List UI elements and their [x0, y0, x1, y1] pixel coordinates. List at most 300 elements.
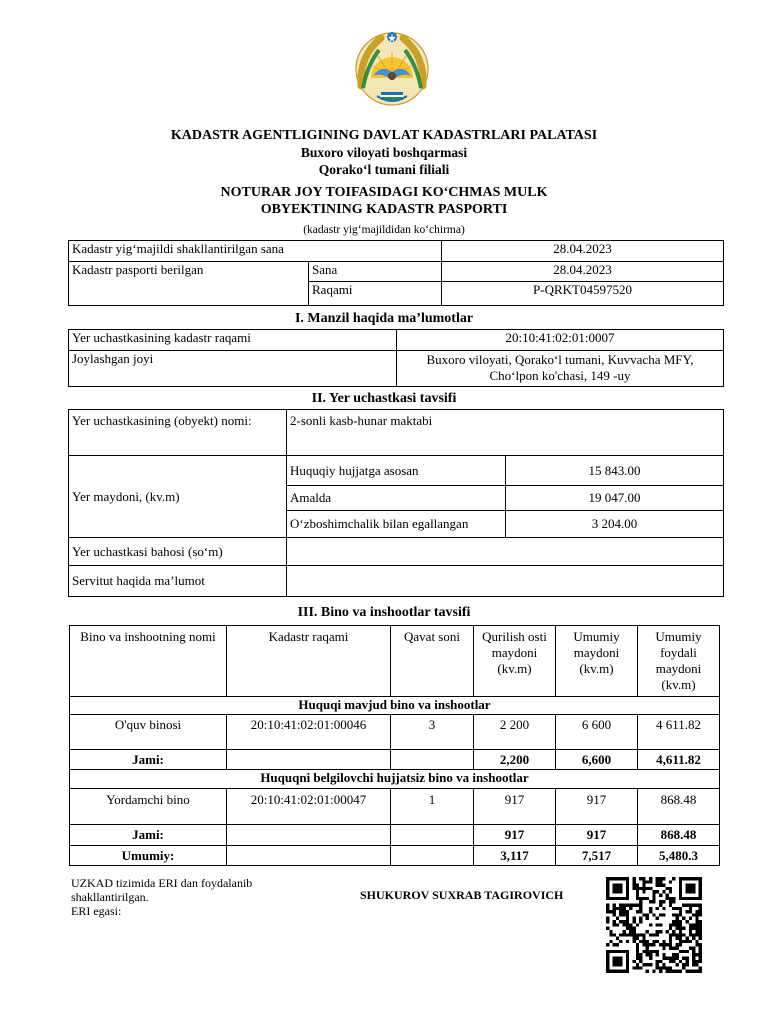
- qr-module: [669, 903, 672, 906]
- qr-module: [666, 956, 669, 959]
- qr-module: [642, 950, 645, 953]
- qr-module: [606, 884, 609, 887]
- qr-module: [659, 900, 662, 903]
- qr-module: [689, 903, 692, 906]
- qr-module: [629, 930, 632, 933]
- qr-module: [626, 956, 629, 959]
- building-footprint: 2 200: [474, 715, 556, 750]
- qr-module: [606, 917, 609, 920]
- issue-date-label: Sana: [309, 262, 442, 282]
- qr-module: [606, 956, 609, 959]
- qr-module: [669, 880, 672, 883]
- qr-module: [656, 966, 659, 969]
- subtotal-empty-floors: [391, 750, 474, 770]
- qr-module: [699, 933, 702, 936]
- qr-module: [609, 940, 612, 943]
- qr-module: [639, 907, 642, 910]
- qr-module: [623, 877, 626, 880]
- qr-module: [699, 913, 702, 916]
- qr-module: [669, 947, 672, 950]
- qr-module: [626, 920, 629, 923]
- qr-module: [689, 930, 692, 933]
- qr-module: [656, 877, 659, 880]
- qr-module: [685, 887, 688, 890]
- qr-module: [685, 903, 688, 906]
- qr-module: [642, 887, 645, 890]
- qr-module: [659, 923, 662, 926]
- qr-module: [679, 950, 682, 953]
- subtotal-footprint: 2,200: [474, 750, 556, 770]
- qr-module: [613, 950, 616, 953]
- qr-module: [623, 923, 626, 926]
- qr-module: [666, 930, 669, 933]
- qr-module: [679, 927, 682, 930]
- qr-module: [656, 884, 659, 887]
- qr-module: [623, 913, 626, 916]
- qr-module: [616, 917, 619, 920]
- qr-module: [692, 960, 695, 963]
- qr-module: [646, 913, 649, 916]
- qr-module: [666, 970, 669, 973]
- qr-module: [639, 966, 642, 969]
- qr-module: [606, 877, 609, 880]
- document-title-line1: NOTURAR JOY TOIFASIDAGI KO‘CHMAS MULK: [220, 185, 548, 200]
- qr-module: [646, 943, 649, 946]
- qr-module: [699, 880, 702, 883]
- qr-module: [679, 910, 682, 913]
- qr-module: [689, 927, 692, 930]
- qr-module: [682, 966, 685, 969]
- qr-module: [692, 953, 695, 956]
- qr-module: [606, 960, 609, 963]
- issue-date-value: 28.04.2023: [442, 262, 724, 282]
- qr-module: [636, 956, 639, 959]
- qr-module: [649, 933, 652, 936]
- qr-module: [639, 920, 642, 923]
- qr-module: [649, 953, 652, 956]
- registry-table: [68, 240, 724, 306]
- qr-module: [613, 923, 616, 926]
- qr-module: [632, 887, 635, 890]
- qr-module: [685, 960, 688, 963]
- chamber-title: KADASTR AGENTLIGINING DAVLAT KADASTRLARI PALATASI: [170, 128, 598, 143]
- qr-module: [636, 933, 639, 936]
- qr-module: [685, 920, 688, 923]
- qr-module: [656, 880, 659, 883]
- qr-module: [632, 960, 635, 963]
- grand-total-label: Umumiy:: [70, 846, 227, 866]
- qr-module: [662, 907, 665, 910]
- qr-module: [636, 897, 639, 900]
- qr-module: [669, 887, 672, 890]
- land-table: [68, 409, 724, 597]
- qr-module: [646, 917, 649, 920]
- col-floors: Qavat soni: [391, 626, 474, 697]
- document-subtitle: (kadastr yig‘majildidan ko‘chirma): [303, 224, 465, 236]
- section-address-title: I. Manzil haqida ma’lumotlar: [294, 311, 474, 326]
- qr-module: [606, 890, 609, 893]
- qr-module: [692, 950, 695, 953]
- document-title-line2: OBYEKTINING KADASTR PASPORTI: [260, 202, 508, 217]
- qr-module: [626, 966, 629, 969]
- col-total-line3: (kv.m): [579, 661, 614, 676]
- qr-module: [659, 894, 662, 897]
- qr-module: [639, 940, 642, 943]
- qr-module: [639, 917, 642, 920]
- qr-module: [695, 963, 698, 966]
- qr-module: [656, 890, 659, 893]
- qr-module: [636, 923, 639, 926]
- qr-module: [676, 937, 679, 940]
- formed-date-value: 28.04.2023: [442, 241, 724, 262]
- qr-module: [695, 923, 698, 926]
- subtotal-empty-cad: [227, 750, 391, 770]
- subtotal-label: Jami:: [70, 825, 227, 846]
- qr-module: [682, 917, 685, 920]
- qr-module: [619, 950, 622, 953]
- qr-module: [662, 884, 665, 887]
- qr-module: [613, 910, 616, 913]
- qr-module: [646, 963, 649, 966]
- qr-module: [672, 920, 675, 923]
- signer-name: SHUKUROV SUXRAB TAGIROVICH: [360, 888, 564, 902]
- qr-module: [639, 960, 642, 963]
- qr-module: [676, 943, 679, 946]
- qr-module: [685, 963, 688, 966]
- building-total-area: 917: [556, 789, 638, 825]
- buildings-table: [69, 625, 720, 866]
- qr-module: [692, 877, 695, 880]
- qr-code-icon[interactable]: [606, 875, 702, 975]
- qr-module: [639, 897, 642, 900]
- qr-module: [666, 887, 669, 890]
- col-useful-line2: foydali: [660, 645, 697, 660]
- building-footprint: 917: [474, 789, 556, 825]
- location-value: [397, 351, 724, 387]
- qr-module: [682, 963, 685, 966]
- qr-module: [619, 887, 622, 890]
- qr-module: [662, 900, 665, 903]
- regional-office: Buxoro viloyati boshqarmasi: [300, 145, 468, 160]
- grand-total-footprint: 3,117: [474, 846, 556, 866]
- qr-module: [613, 884, 616, 887]
- qr-module: [642, 913, 645, 916]
- qr-module: [613, 890, 616, 893]
- qr-module: [606, 894, 609, 897]
- qr-module: [632, 930, 635, 933]
- grand-total-total-area: 7,517: [556, 846, 638, 866]
- qr-module: [666, 894, 669, 897]
- qr-module: [699, 966, 702, 969]
- qr-module: [626, 903, 629, 906]
- qr-module: [699, 877, 702, 880]
- qr-module: [619, 920, 622, 923]
- issued-label: Kadastr pasporti berilgan: [69, 262, 309, 306]
- qr-module: [676, 927, 679, 930]
- col-total-area: [556, 626, 638, 697]
- qr-module: [672, 900, 675, 903]
- district-branch: Qorako‘l tumani filiali: [318, 162, 450, 177]
- qr-module: [652, 897, 655, 900]
- qr-module: [659, 913, 662, 916]
- qr-module: [642, 897, 645, 900]
- qr-module: [636, 953, 639, 956]
- qr-module: [672, 933, 675, 936]
- qr-module: [619, 884, 622, 887]
- qr-module: [695, 927, 698, 930]
- qr-module: [695, 933, 698, 936]
- qr-module: [699, 930, 702, 933]
- qr-module: [613, 933, 616, 936]
- qr-module: [626, 950, 629, 953]
- qr-module: [606, 950, 609, 953]
- qr-module: [636, 894, 639, 897]
- qr-module: [669, 943, 672, 946]
- qr-module: [632, 937, 635, 940]
- qr-module: [682, 933, 685, 936]
- qr-module: [669, 927, 672, 930]
- land-valuation-label: Yer uchastkasi bahosi (so‘m): [69, 538, 287, 566]
- qr-module: [669, 900, 672, 903]
- qr-module: [679, 877, 682, 880]
- qr-module: [669, 897, 672, 900]
- legal-area-label: Huquqiy hujjatga asosan: [287, 456, 506, 486]
- qr-module: [676, 963, 679, 966]
- qr-module: [649, 943, 652, 946]
- qr-module: [679, 943, 682, 946]
- qr-module: [626, 953, 629, 956]
- qr-module: [672, 930, 675, 933]
- qr-module: [695, 960, 698, 963]
- qr-module: [632, 920, 635, 923]
- qr-module: [619, 960, 622, 963]
- col-footprint-line2: maydoni: [491, 645, 538, 660]
- col-useful-area: [638, 626, 720, 697]
- qr-module: [636, 910, 639, 913]
- qr-module: [613, 963, 616, 966]
- qr-module: [646, 930, 649, 933]
- qr-module: [679, 880, 682, 883]
- qr-module: [636, 966, 639, 969]
- qr-module: [616, 956, 619, 959]
- qr-module: [656, 930, 659, 933]
- address-table: [68, 329, 724, 387]
- qr-module: [692, 956, 695, 959]
- qr-module: [685, 956, 688, 959]
- qr-module: [659, 877, 662, 880]
- qr-module: [699, 923, 702, 926]
- location-line2: Cho‘lpon ko'chasi, 149 -uy: [489, 368, 631, 383]
- qr-module: [695, 903, 698, 906]
- qr-module: [632, 884, 635, 887]
- qr-module: [689, 940, 692, 943]
- qr-module: [689, 947, 692, 950]
- qr-module: [616, 963, 619, 966]
- qr-module: [685, 910, 688, 913]
- qr-module: [689, 933, 692, 936]
- formed-date-label: Kadastr yig‘majildi shakllantirilgan sana: [69, 241, 442, 262]
- qr-module: [623, 903, 626, 906]
- qr-module: [626, 880, 629, 883]
- qr-module: [672, 956, 675, 959]
- qr-module: [692, 937, 695, 940]
- actual-area-label: Amalda: [287, 486, 506, 511]
- qr-module: [679, 897, 682, 900]
- qr-module: [613, 907, 616, 910]
- qr-module: [679, 894, 682, 897]
- qr-module: [692, 884, 695, 887]
- qr-module: [676, 920, 679, 923]
- qr-module: [676, 917, 679, 920]
- qr-module: [616, 960, 619, 963]
- qr-module: [613, 920, 616, 923]
- qr-module: [652, 940, 655, 943]
- qr-module: [626, 970, 629, 973]
- grand-total-row: [70, 846, 720, 866]
- grand-total-empty-floors: [391, 846, 474, 866]
- qr-module: [679, 937, 682, 940]
- group-undocumented-buildings: Huquqni belgilovchi hujjatsiz bino va inshootlar: [70, 770, 720, 789]
- qr-module: [676, 907, 679, 910]
- qr-module: [639, 887, 642, 890]
- qr-module: [679, 907, 682, 910]
- qr-module: [649, 950, 652, 953]
- col-useful-line1: Umumiy: [655, 629, 702, 644]
- qr-module: [623, 970, 626, 973]
- qr-module: [672, 953, 675, 956]
- qr-module: [606, 880, 609, 883]
- qr-module: [695, 920, 698, 923]
- qr-module: [649, 887, 652, 890]
- qr-module: [692, 887, 695, 890]
- qr-module: [662, 963, 665, 966]
- qr-module: [652, 913, 655, 916]
- qr-module: [626, 923, 629, 926]
- qr-module: [639, 910, 642, 913]
- qr-module: [626, 890, 629, 893]
- qr-module: [606, 903, 609, 906]
- qr-module: [619, 903, 622, 906]
- servitude-label: Servitut haqida ma’lumot: [69, 566, 287, 597]
- qr-module: [676, 923, 679, 926]
- qr-module: [606, 943, 609, 946]
- qr-module: [642, 940, 645, 943]
- qr-module: [636, 887, 639, 890]
- qr-module: [679, 923, 682, 926]
- qr-module: [676, 956, 679, 959]
- qr-module: [679, 930, 682, 933]
- qr-module: [642, 890, 645, 893]
- col-total-line2: maydoni: [573, 645, 620, 660]
- qr-module: [695, 930, 698, 933]
- qr-module: [623, 920, 626, 923]
- qr-module: [626, 960, 629, 963]
- qr-module: [619, 897, 622, 900]
- qr-module: [649, 923, 652, 926]
- qr-module: [662, 913, 665, 916]
- qr-module: [619, 913, 622, 916]
- qr-module: [629, 933, 632, 936]
- qr-module: [695, 917, 698, 920]
- qr-module: [669, 960, 672, 963]
- qr-module: [636, 963, 639, 966]
- col-useful-line3: maydoni: [655, 661, 702, 676]
- qr-module: [606, 920, 609, 923]
- qr-module: [672, 897, 675, 900]
- qr-module: [699, 910, 702, 913]
- qr-module: [689, 877, 692, 880]
- qr-module: [662, 877, 665, 880]
- qr-module: [656, 953, 659, 956]
- qr-module: [646, 880, 649, 883]
- qr-module: [616, 887, 619, 890]
- qr-module: [695, 910, 698, 913]
- qr-module: [649, 910, 652, 913]
- qr-module: [692, 923, 695, 926]
- subtotal-total-area: 6,600: [556, 750, 638, 770]
- col-total-line1: Umumiy: [573, 629, 620, 644]
- qr-module: [695, 953, 698, 956]
- qr-module: [689, 887, 692, 890]
- qr-module: [626, 897, 629, 900]
- object-name-value: 2-sonli kasb-hunar maktabi: [287, 410, 724, 456]
- qr-module: [682, 950, 685, 953]
- cadastral-number-value: 20:10:41:02:01:0007: [397, 330, 724, 351]
- e-signature-note: [71, 876, 301, 918]
- qr-module: [699, 890, 702, 893]
- qr-module: [616, 884, 619, 887]
- qr-module: [649, 956, 652, 959]
- qr-module: [623, 910, 626, 913]
- qr-module: [646, 940, 649, 943]
- qr-module: [656, 950, 659, 953]
- subtotal-total-area: 917: [556, 825, 638, 846]
- qr-module: [682, 927, 685, 930]
- qr-module: [679, 913, 682, 916]
- qr-module: [629, 907, 632, 910]
- qr-module: [682, 897, 685, 900]
- qr-module: [689, 897, 692, 900]
- qr-module: [689, 884, 692, 887]
- qr-module: [692, 947, 695, 950]
- qr-module: [616, 923, 619, 926]
- land-valuation-value: [287, 538, 724, 566]
- col-useful-line4: (kv.m): [661, 677, 696, 692]
- unauthorized-area-label: O‘zboshimchalik bilan egallangan: [287, 511, 506, 538]
- qr-module: [616, 970, 619, 973]
- qr-module: [646, 970, 649, 973]
- qr-module: [659, 930, 662, 933]
- qr-module: [656, 940, 659, 943]
- qr-module: [652, 900, 655, 903]
- qr-module: [636, 950, 639, 953]
- qr-module: [619, 963, 622, 966]
- qr-module: [632, 917, 635, 920]
- qr-module: [699, 897, 702, 900]
- grand-total-empty-cad: [227, 846, 391, 866]
- qr-module: [659, 880, 662, 883]
- qr-module: [699, 903, 702, 906]
- qr-module: [619, 907, 622, 910]
- qr-module: [613, 903, 616, 906]
- qr-module: [613, 970, 616, 973]
- qr-module: [632, 966, 635, 969]
- subtotal-row: [70, 825, 720, 846]
- qr-module: [669, 956, 672, 959]
- qr-module: [616, 950, 619, 953]
- qr-module: [613, 956, 616, 959]
- qr-module: [652, 890, 655, 893]
